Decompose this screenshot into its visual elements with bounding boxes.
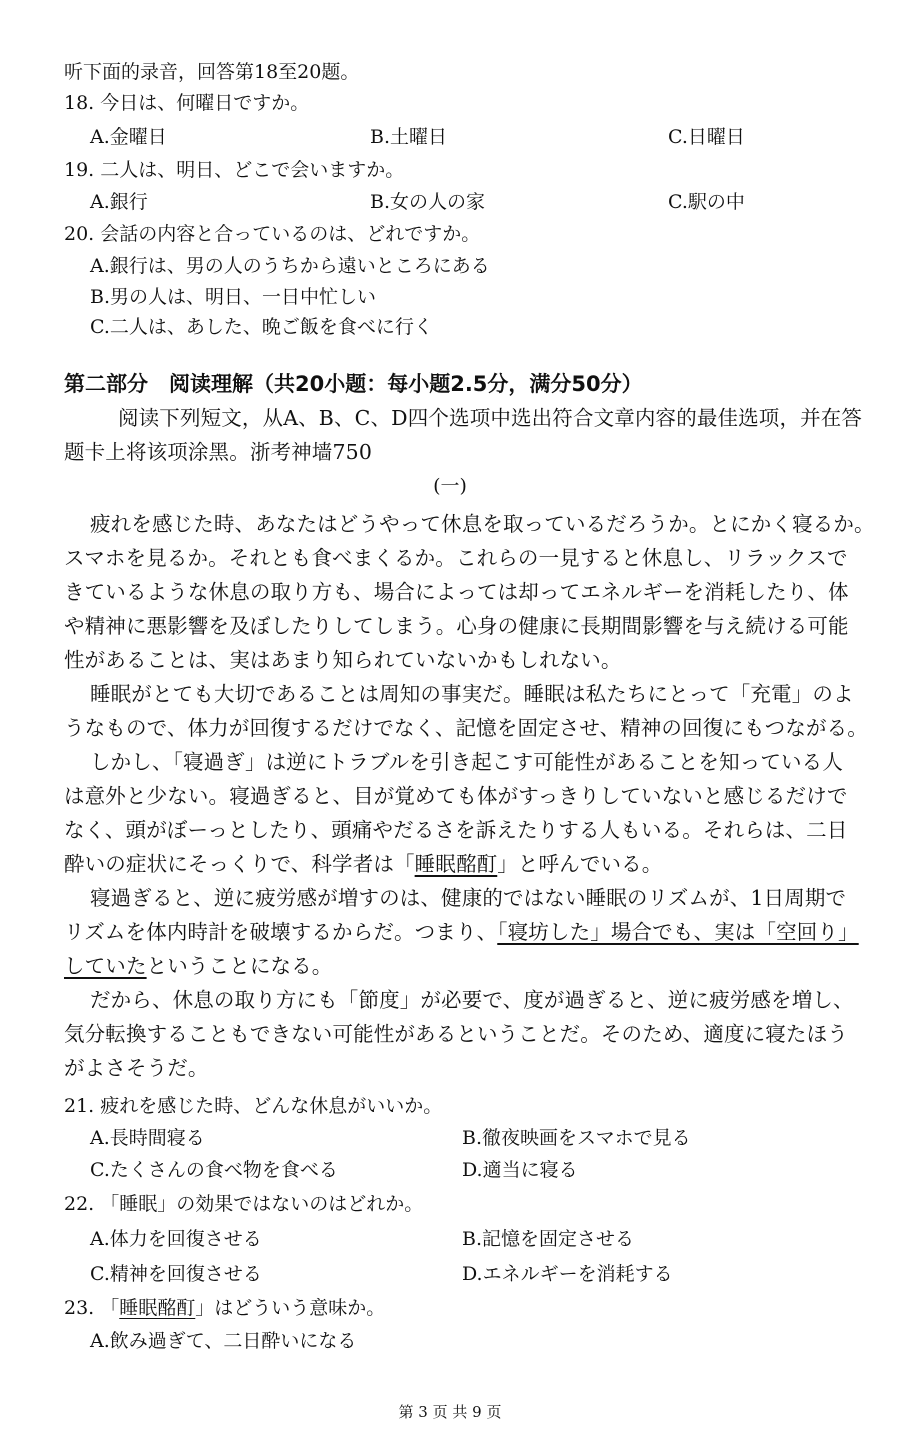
question-22: 22. 「睡眠」の効果ではないのはどれか。 bbox=[64, 1193, 424, 1215]
p3-line-4-after: 」と呼んでいる。 bbox=[497, 852, 663, 876]
q22-option-c: C.精神を回復させる bbox=[90, 1263, 262, 1285]
reading-instruction-line-1: 阅读下列短文，从A、B、C、D四个选项中选出符合文章内容的最佳选项，并在答 bbox=[118, 406, 863, 430]
listening-instruction: 听下面的录音，回答第18至20题。 bbox=[64, 61, 360, 83]
q20-option-b: B.男の人は、明日、一日中忙しい bbox=[90, 286, 377, 308]
p5-line-1: だから、休息の取り方にも「節度」が必要で、度が過ぎると、逆に疲労感を増し、 bbox=[90, 988, 854, 1012]
question-23 bbox=[64, 1294, 385, 1322]
p4-line-3 bbox=[64, 952, 332, 980]
q19-option-b: B.女の人の家 bbox=[370, 191, 486, 213]
q18-option-b: B.土曜日 bbox=[370, 126, 448, 148]
p5-line-3: がよさそうだ。 bbox=[64, 1056, 209, 1080]
p2-line-2: うなもので、体力が回復するだけでなく、記憶を固定させ、精神の回復にもつながる。 bbox=[64, 716, 868, 740]
underlined-term-suimin-meitei: 睡眠酩酊 bbox=[414, 852, 498, 876]
p3-line-4 bbox=[64, 850, 662, 878]
p4-line-3-after: ということになる。 bbox=[146, 954, 333, 978]
q18-option-a: A.金曜日 bbox=[90, 126, 167, 148]
q21-option-b: B.徹夜映画をスマホで見る bbox=[462, 1127, 691, 1149]
page-number-footer: 第 3 页 共 9 页 bbox=[398, 1403, 502, 1421]
q23-stem-prefix: 23. 「 bbox=[64, 1297, 120, 1319]
q21-option-c: C.たくさんの食べ物を食べる bbox=[90, 1159, 338, 1181]
p4-line-2 bbox=[64, 918, 859, 946]
q22-option-d: D.エネルギーを消耗する bbox=[462, 1263, 673, 1285]
p1-line-5: 性があることは、実はあまり知られていないかもしれない。 bbox=[64, 648, 622, 672]
section-title: 第二部分 阅读理解（共20小题：每小题2.5分，满分50分） bbox=[64, 372, 643, 396]
q19-option-c: C.駅の中 bbox=[668, 191, 745, 213]
reading-instruction-line-2: 题卡上将该项涂黑。浙考神墙750 bbox=[64, 440, 373, 464]
p1-line-4: や精神に悪影響を及ぼしたりしてしまう。心身の健康に長期間影響を与え続ける可能 bbox=[64, 614, 849, 638]
q18-option-c: C.日曜日 bbox=[668, 126, 745, 148]
p1-line-2: スマホを見るか。それとも食べまくるか。これらの一見すると休息し、リラックスで bbox=[64, 546, 848, 570]
question-19: 19. 二人は、明日、どこで会いますか。 bbox=[64, 159, 405, 181]
p3-line-3: なく、頭がぼーっとしたり、頭痛やだるさを訴えたりする人もいる。それらは、二日 bbox=[64, 818, 848, 842]
q23-stem-suffix: 」はどういう意味か。 bbox=[195, 1297, 386, 1319]
question-20: 20. 会話の内容と合っているのは、どれですか。 bbox=[64, 223, 481, 245]
p4-line-1: 寝過ぎると、逆に疲労感が増すのは、健康的ではない睡眠のリズムが、1日周期で bbox=[90, 886, 847, 910]
q20-option-a: A.銀行は、男の人のうちから遠いところにある bbox=[90, 255, 490, 277]
passage-number: (一) bbox=[433, 475, 467, 497]
p3-line-2: は意外と少ない。寝過ぎると、目が覚めても体がすっきりしていないと感じるだけで bbox=[64, 784, 848, 808]
q20-option-c: C.二人は、あした、晩ご飯を食べに行く bbox=[90, 316, 433, 338]
p3-line-4-before: 酔いの症状にそっくりで、科学者は「 bbox=[64, 852, 415, 876]
q22-option-a: A.体力を回復させる bbox=[90, 1228, 262, 1250]
p2-line-1: 睡眠がとても大切であることは周知の事実だ。睡眠は私たちにとって「充電」のよ bbox=[90, 682, 854, 706]
p1-line-1: 疲れを感じた時、あなたはどうやって休息を取っているだろうか。とにかく寝るか。 bbox=[90, 512, 875, 536]
p4-line-2-before: リズムを体内時計を破壊するからだ。つまり、 bbox=[64, 920, 498, 944]
q23-underlined-term: 睡眠酩酊 bbox=[119, 1297, 196, 1319]
underlined-phrase-part-1: 「寝坊した」場合でも、実は「空回り」 bbox=[497, 920, 859, 944]
p3-line-1: しかし、「寝過ぎ」は逆にトラブルを引き起こす可能性があることを知っている人 bbox=[90, 750, 843, 774]
q23-option-a: A.飲み過ぎて、二日酔いになる bbox=[90, 1330, 357, 1352]
p5-line-2: 気分転換することもできない可能性があるということだ。そのため、適度に寝たほう bbox=[64, 1022, 848, 1046]
q21-option-d: D.適当に寝る bbox=[462, 1159, 578, 1181]
question-18: 18. 今日は、何曜日ですか。 bbox=[64, 92, 310, 114]
q21-option-a: A.長時間寝る bbox=[90, 1127, 205, 1149]
question-21: 21. 疲れを感じた時、どんな休息がいいか。 bbox=[64, 1095, 443, 1117]
q22-option-b: B.記憶を固定させる bbox=[462, 1228, 635, 1250]
q19-option-a: A.銀行 bbox=[90, 191, 148, 213]
p1-line-3: きているような休息の取り方も、場合によっては却ってエネルギーを消耗したり、体 bbox=[64, 580, 849, 604]
underlined-phrase-part-2: していた bbox=[64, 954, 147, 978]
